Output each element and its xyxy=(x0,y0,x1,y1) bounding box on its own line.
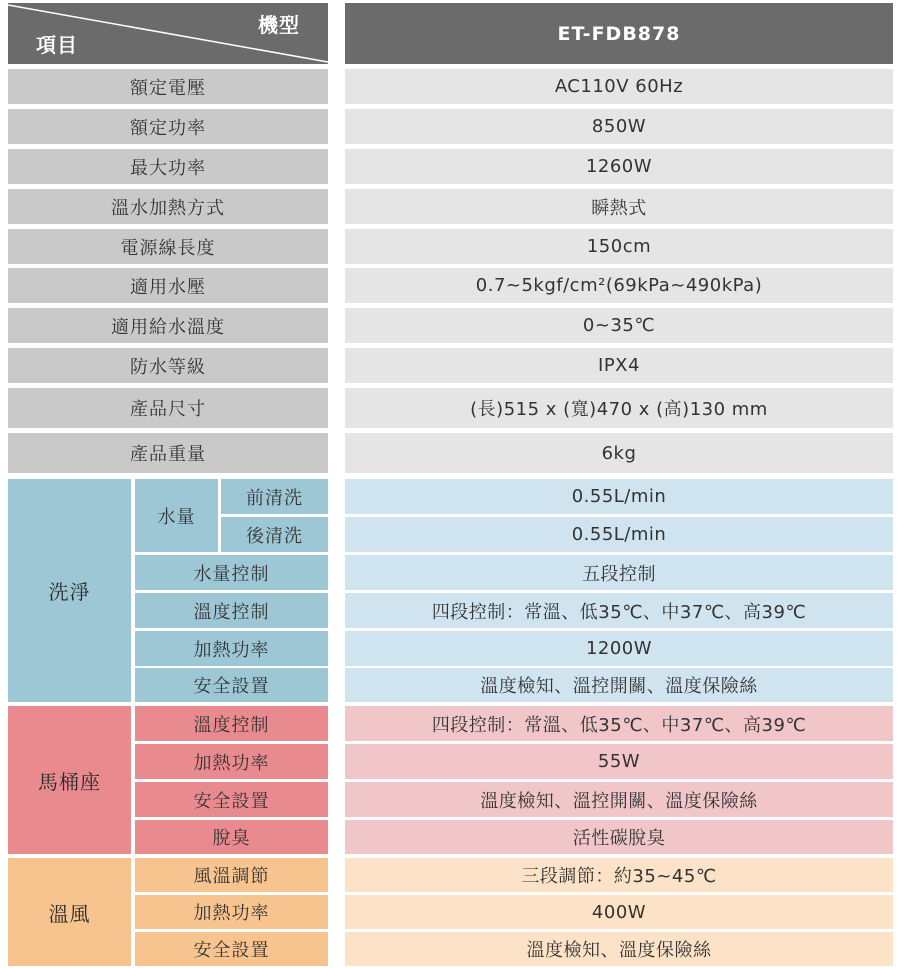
spec-label: 安全設置 xyxy=(135,932,328,966)
spec-value: 0.7~5kgf/cm²(69kPa~490kPa) xyxy=(345,268,893,303)
spec-label: 加熱功率 xyxy=(135,895,328,929)
header-model-label: 機型 xyxy=(258,13,300,37)
spec-value: 溫度檢知、溫控開關、溫度保險絲 xyxy=(345,782,893,817)
spec-value: 溫度檢知、溫度保險絲 xyxy=(345,932,893,966)
spec-label: 額定功率 xyxy=(8,109,328,144)
spec-label: 加熱功率 xyxy=(135,744,328,779)
spec-value: 瞬熱式 xyxy=(345,189,893,224)
spec-label: 適用水壓 xyxy=(8,268,328,303)
spec-value: 活性碳脫臭 xyxy=(345,820,893,854)
spec-label: 產品重量 xyxy=(8,433,328,473)
spec-value: IPX4 xyxy=(345,348,893,383)
spec-value: 四段控制：常溫、低35℃、中37℃、高39℃ xyxy=(345,593,893,628)
spec-value: 400W xyxy=(345,895,893,929)
spec-value: 溫度檢知、溫控開關、溫度保險絲 xyxy=(345,668,893,702)
spec-value: 1200W xyxy=(345,631,893,666)
spec-label: 後清洗 xyxy=(221,517,328,552)
spec-label: 溫度控制 xyxy=(135,593,328,628)
spec-value: 55W xyxy=(345,744,893,779)
spec-value: AC110V 60Hz xyxy=(345,69,893,104)
spec-label: 產品尺寸 xyxy=(8,388,328,428)
spec-value: 0.55L/min xyxy=(345,517,893,552)
spec-value: 150cm xyxy=(345,229,893,264)
spec-label: 前清洗 xyxy=(221,479,328,514)
spec-value: 6kg xyxy=(345,433,893,473)
header-item-cell xyxy=(8,3,328,64)
spec-label: 加熱功率 xyxy=(135,631,328,666)
group-label-seat: 馬桶座 xyxy=(8,706,131,854)
group-label-wash: 洗淨 xyxy=(8,479,131,702)
header-model-value: ET-FDB878 xyxy=(345,3,893,64)
spec-label: 風溫調節 xyxy=(135,858,328,892)
sub-group-label-water-volume: 水量 xyxy=(135,479,218,552)
spec-value: 0.55L/min xyxy=(345,479,893,514)
spec-value: 五段控制 xyxy=(345,555,893,590)
spec-label: 脫臭 xyxy=(135,820,328,854)
spec-label: 水量控制 xyxy=(135,555,328,590)
spec-value: 1260W xyxy=(345,149,893,184)
spec-label: 額定電壓 xyxy=(8,69,328,104)
spec-label: 溫水加熱方式 xyxy=(8,189,328,224)
spec-label: 安全設置 xyxy=(135,668,328,702)
spec-value: (長)515 x (寬)470 x (高)130 mm xyxy=(345,388,893,428)
spec-label: 最大功率 xyxy=(8,149,328,184)
spec-label: 電源線長度 xyxy=(8,229,328,264)
group-label-warm-air: 溫風 xyxy=(8,858,131,966)
spec-label: 溫度控制 xyxy=(135,706,328,741)
spec-value: 三段調節：約35~45℃ xyxy=(345,858,893,892)
spec-value: 0~35℃ xyxy=(345,308,893,343)
spec-label: 防水等級 xyxy=(8,348,328,383)
header-item-label: 項目 xyxy=(36,33,78,57)
spec-value: 四段控制：常溫、低35℃、中37℃、高39℃ xyxy=(345,706,893,741)
spec-label: 適用給水溫度 xyxy=(8,308,328,343)
spec-label: 安全設置 xyxy=(135,782,328,817)
spec-value: 850W xyxy=(345,109,893,144)
